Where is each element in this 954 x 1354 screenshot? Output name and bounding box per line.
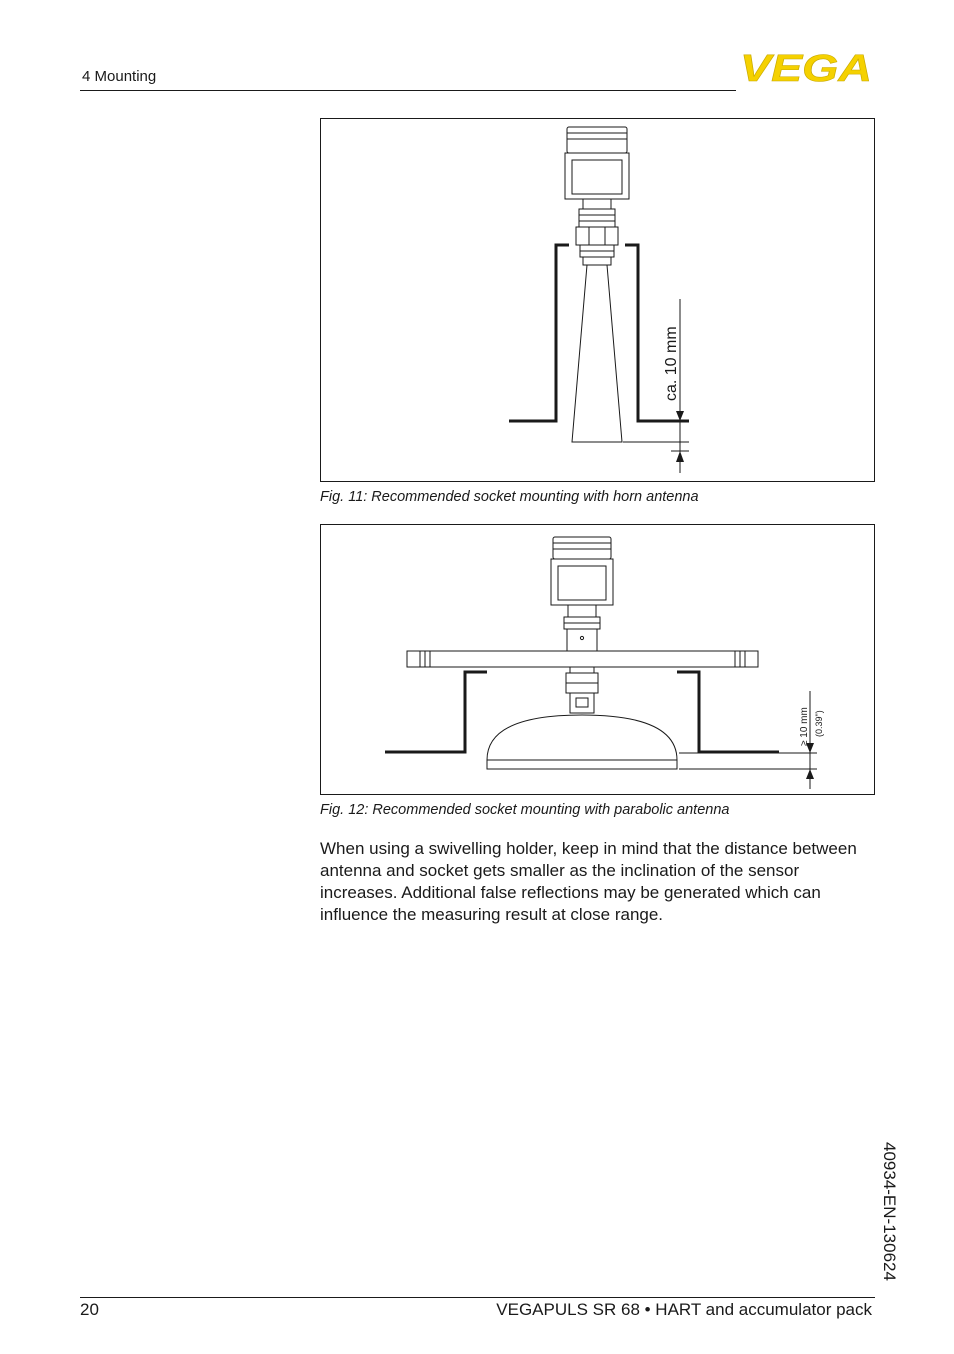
horn-antenna <box>572 265 622 442</box>
header-rule <box>80 90 736 91</box>
dimension-label: ≥ 10 mm <box>799 707 810 746</box>
vega-logo <box>740 50 874 84</box>
doc-code <box>876 1140 906 1290</box>
figure-parabolic-antenna <box>320 524 875 795</box>
doc-code-text: 40934-EN-130624 <box>880 1142 899 1281</box>
housing-cap <box>553 537 611 559</box>
arrow-up <box>806 769 814 779</box>
logo-wordmark: VEGA <box>740 50 872 84</box>
parabolic-dish <box>487 715 677 760</box>
figure-horn-antenna <box>320 118 875 482</box>
page-number: 20 <box>80 1300 99 1319</box>
horn-antenna-drawing <box>321 119 874 481</box>
thread-nut <box>576 227 618 245</box>
footer-rule <box>80 1297 875 1298</box>
dish-rim <box>487 760 677 769</box>
flange <box>407 651 758 667</box>
section-label: 4 Mounting <box>82 68 157 85</box>
figure-caption-11: Fig. 11: Recommended socket mounting with horn antenna <box>320 489 699 505</box>
mounting-socket <box>509 245 689 421</box>
body-paragraph: When using a swivelling holder, keep in mind that the distance between antenna and socket gets smaller as the inclination of the sensor increases. Additional false reflections may be generated which can influence the measuring result at close range. <box>320 839 857 924</box>
footer-title: VEGAPULS SR 68 • HART and accumulator pack <box>496 1300 872 1319</box>
arrow-up <box>676 451 684 462</box>
figure-caption-12: Fig. 12: Recommended socket mounting with parabolic antenna <box>320 802 730 818</box>
dimension-label: ca. 10 mm <box>663 326 680 401</box>
mounting-socket <box>385 672 779 752</box>
dimension-label-inch: (0.39") <box>814 710 824 737</box>
parabolic-antenna-drawing <box>321 525 874 794</box>
housing-cap <box>567 127 627 153</box>
